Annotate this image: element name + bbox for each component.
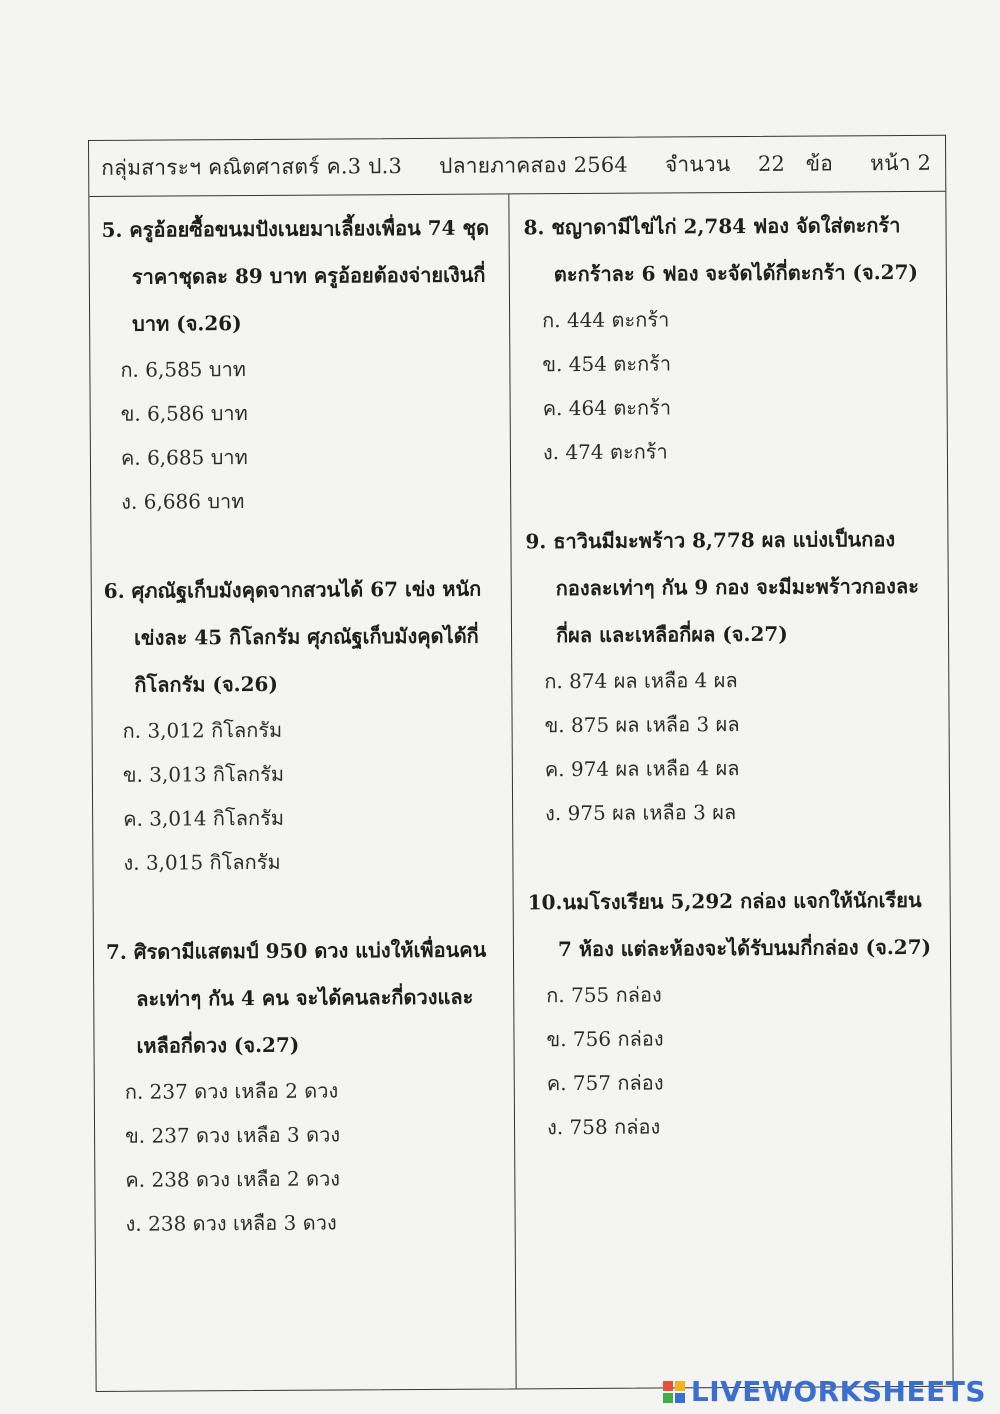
- answer-option[interactable]: ก. 755 กล่อง: [546, 982, 662, 1008]
- question-7: [106, 926, 515, 1245]
- answer-option[interactable]: ข. 237 ดวง เหลือ 3 ดวง: [125, 1122, 341, 1148]
- question-10: [528, 877, 952, 1150]
- left-column: [89, 194, 516, 1391]
- header-count: [665, 147, 833, 181]
- answer-option[interactable]: ข. 756 กล่อง: [546, 1026, 664, 1052]
- worksheet-page: [88, 135, 954, 1392]
- question-text: 10.นมโรงเรียน 5,292 กล่อง แจกให้นักเรียน: [527, 887, 922, 915]
- answer-option[interactable]: ข. 454 ตะกร้า: [542, 351, 672, 377]
- answer-option[interactable]: ก. 237 ดวง เหลือ 2 ดวง: [124, 1078, 339, 1104]
- header-term: ปลายภาคสอง 2564: [439, 152, 628, 178]
- question-5: [101, 204, 510, 523]
- answer-option[interactable]: ง. 474 ตะกร้า: [542, 439, 668, 465]
- question-text: 8. ชญาดามีไข่ไก่ 2,784 ฟอง จัดใส่ตะกร้า: [523, 213, 901, 240]
- header-count-unit: ข้อ: [805, 151, 834, 176]
- question-8: [523, 202, 947, 475]
- answer-option[interactable]: ก. 874 ผล เหลือ 4 ผล: [544, 668, 738, 694]
- answer-option[interactable]: ง. 6,686 บาท: [121, 489, 245, 514]
- question-9: [525, 516, 949, 836]
- question-text: กองละเท่าๆ กัน 9 กอง จะมีมะพร้าวกองละ: [555, 573, 919, 601]
- right-column: [509, 192, 952, 1389]
- answer-option[interactable]: ค. 3,014 กิโลกรัม: [123, 805, 285, 831]
- question-text: เหลือกี่ดวง (จ.27): [136, 1032, 300, 1058]
- question-text: บาท (จ.26): [132, 311, 242, 336]
- question-text: ราคาชุดละ 89 บาท ครูอ้อยต้องจ่ายเงินกี่: [131, 262, 486, 289]
- answer-option[interactable]: ก. 6,585 บาท: [120, 357, 247, 382]
- page-header: [89, 136, 945, 197]
- answer-option[interactable]: ข. 3,013 กิโลกรัม: [122, 761, 285, 787]
- question-columns: [89, 192, 952, 1391]
- header-count-label: จำนวน: [664, 152, 731, 177]
- question-text: 7. ศิรดามีแสตมป์ 950 ดวง แบ่งให้เพื่อนคน: [105, 937, 487, 964]
- question-text: กี่ผล และเหลือกี่ผล (จ.27): [555, 621, 788, 648]
- answer-option[interactable]: ง. 238 ดวง เหลือ 3 ดวง: [125, 1210, 337, 1236]
- question-6: [104, 565, 513, 884]
- answer-option[interactable]: ก. 444 ตะกร้า: [542, 307, 670, 333]
- header-page: หน้า 2: [870, 150, 932, 176]
- answer-option[interactable]: ข. 6,586 บาท: [120, 401, 248, 426]
- question-text: 9. ธาวินมีมะพร้าว 8,778 ผล แบ่งเป็นกอง: [525, 527, 896, 554]
- answer-option[interactable]: ค. 464 ตะกร้า: [542, 395, 672, 421]
- answer-option[interactable]: ง. 975 ผล เหลือ 3 ผล: [545, 800, 737, 826]
- logo-text: LIVEWORKSHEETS: [690, 1375, 986, 1408]
- answer-option[interactable]: ค. 238 ดวง เหลือ 2 ดวง: [125, 1166, 341, 1192]
- liveworksheets-logo-icon: [663, 1381, 685, 1403]
- liveworksheets-logo: [663, 1375, 986, 1408]
- question-text: กิโลกรัม (จ.26): [134, 671, 278, 697]
- answer-option[interactable]: ค. 6,685 บาท: [120, 445, 248, 470]
- answer-option[interactable]: ค. 757 กล่อง: [546, 1070, 664, 1096]
- question-text: 6. ศุภณัฐเก็บมังคุดจากสวนได้ 67 เข่ง หนัก: [103, 576, 482, 603]
- question-text: ละเท่าๆ กัน 4 คน จะได้คนละกี่ดวงและ: [136, 984, 474, 1011]
- answer-option[interactable]: ง. 758 กล่อง: [546, 1114, 661, 1140]
- question-text: ตะกร้าละ 6 ฟอง จะจัดได้กี่ตะกร้า (จ.27): [553, 259, 918, 287]
- answer-option[interactable]: ข. 875 ผล เหลือ 3 ผล: [544, 712, 740, 738]
- header-subject: กลุ่มสาระฯ คณิตศาสตร์ ค.3 ป.3: [101, 154, 403, 180]
- question-text: 5. ครูอ้อยซื้อขนมปังเนยมาเลี้ยงเพื่อน 74 ชุด: [101, 215, 490, 242]
- answer-option[interactable]: ค. 974 ผล เหลือ 4 ผล: [544, 756, 740, 782]
- question-text: 7 ห้อง แต่ละห้องจะได้รับนมกี่กล่อง (จ.27): [557, 934, 932, 962]
- answer-option[interactable]: ก. 3,012 กิโลกรัม: [122, 717, 283, 743]
- question-text: เข่งละ 45 กิโลกรัม ศุภณัฐเก็บมังคุดได้กี่: [133, 623, 479, 650]
- answer-option[interactable]: ง. 3,015 กิโลกรัม: [123, 849, 281, 875]
- header-count-value: 22: [757, 151, 786, 176]
